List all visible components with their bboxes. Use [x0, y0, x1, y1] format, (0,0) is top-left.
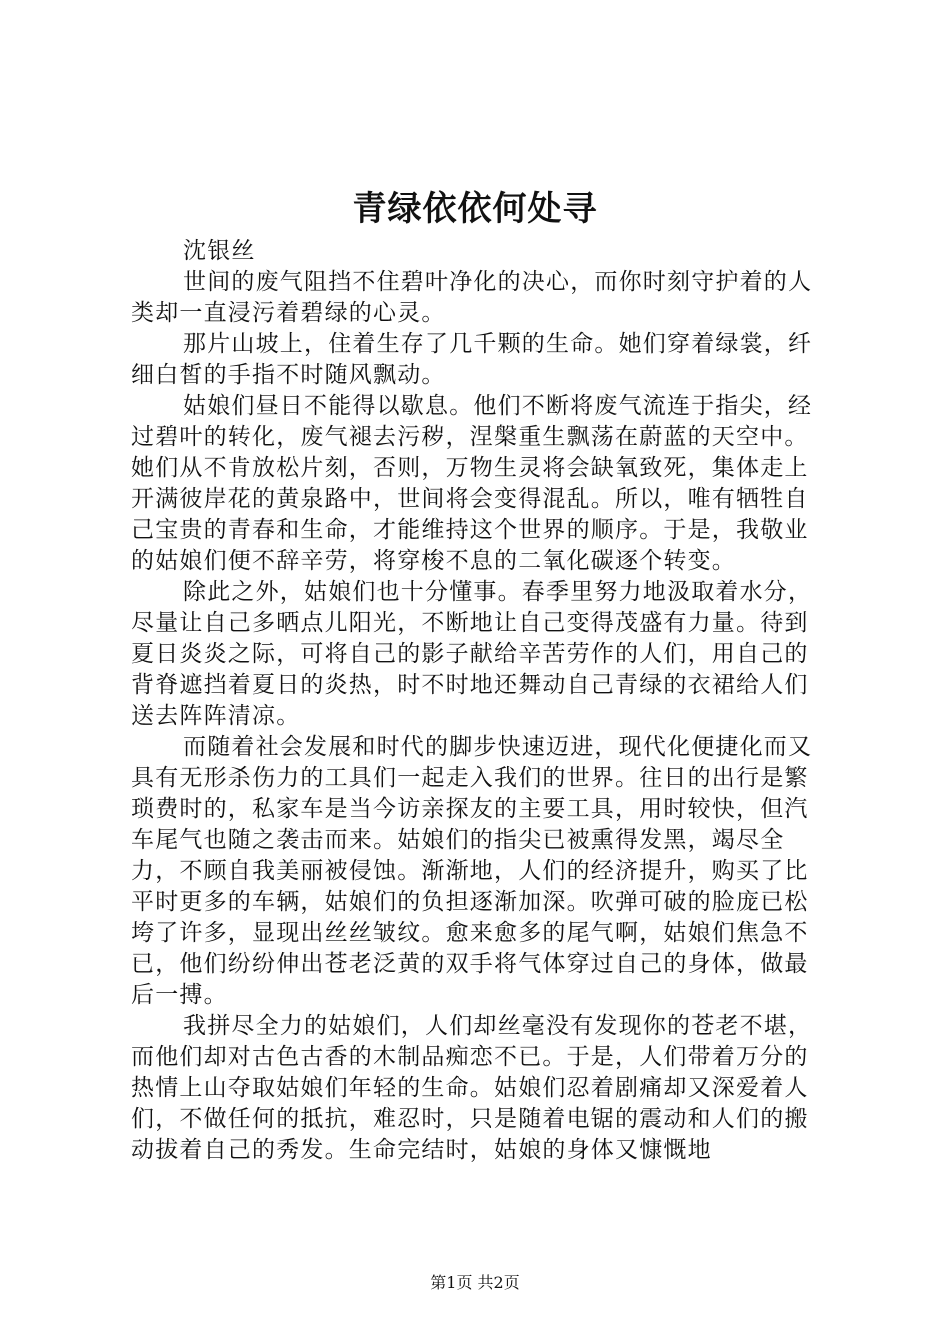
paragraph: 我拼尽全力的姑娘们，人们却丝毫没有发现你的苍老不堪，而他们却对古色古香的木制品痴恋不已。于是，人们带着万分的热情上山夺取姑娘们年轻的生命。姑娘们忍着剧痛却又深爱着人们，不做任何的抵抗，难忍时，只是随着电锯的震动和人们的搬动拔着自己的秀发。生命完结时，姑娘的身体又慷慨地	[131, 1013, 813, 1163]
author-line: 沈银丝	[183, 238, 256, 264]
page-footer: 第1页 共2页	[430, 1273, 520, 1292]
document-body	[131, 236, 831, 1166]
paragraph: 那片山坡上，住着生存了几千颗的生命。她们穿着绿裳，纤细白皙的手指不时随风飘动。	[131, 331, 813, 388]
paragraph: 而随着社会发展和时代的脚步快速迈进，现代化便捷化而又具有无形杀伤力的工具们一起走入我们的世界。往日的出行是繁琐费时的，私家车是当今访亲探友的主要工具，用时较快，但汽车尾气也随之袭击而来。姑娘们的指尖已被熏得发黑，竭尽全力，不顾自我美丽被侵蚀。渐渐地，人们的经济提升，购买了比平时更多的车辆，姑娘们的负担逐渐加深。吹弹可破的脸庞已松垮了许多，显现出丝丝皱纹。愈来愈多的尾气啊，姑娘们焦急不已，他们纷纷伸出苍老泛黄的双手将气体穿过自己的身体，做最后一搏。	[131, 734, 813, 1008]
paragraph: 世间的废气阻挡不住碧叶净化的决心，而你时刻守护着的人类却一直浸污着碧绿的心灵。	[131, 269, 813, 326]
document-title: 青绿依依何处寻	[352, 189, 598, 229]
paragraph: 除此之外，姑娘们也十分懂事。春季里努力地汲取着水分，尽量让自己多晒点儿阳光，不断地让自己变得茂盛有力量。待到夏日炎炎之际，可将自己的影子献给辛苦劳作的人们，用自己的背脊遮挡着夏日的炎热，时不时地还舞动自己青绿的衣裙给人们送去阵阵清凉。	[131, 579, 813, 729]
paragraph: 姑娘们昼日不能得以歇息。他们不断将废气流连于指尖，经过碧叶的转化，废气褪去污秽，涅槃重生飘荡在蔚蓝的天空中。她们从不肯放松片刻，否则，万物生灵将会缺氧致死，集体走上开满彼岸花的黄泉路中，世间将会变得混乱。所以，唯有牺牲自己宝贵的青春和生命，才能维持这个世界的顺序。于是，我敬业的姑娘们便不辞辛劳，将穿梭不息的二氧化碳逐个转变。	[131, 393, 813, 574]
